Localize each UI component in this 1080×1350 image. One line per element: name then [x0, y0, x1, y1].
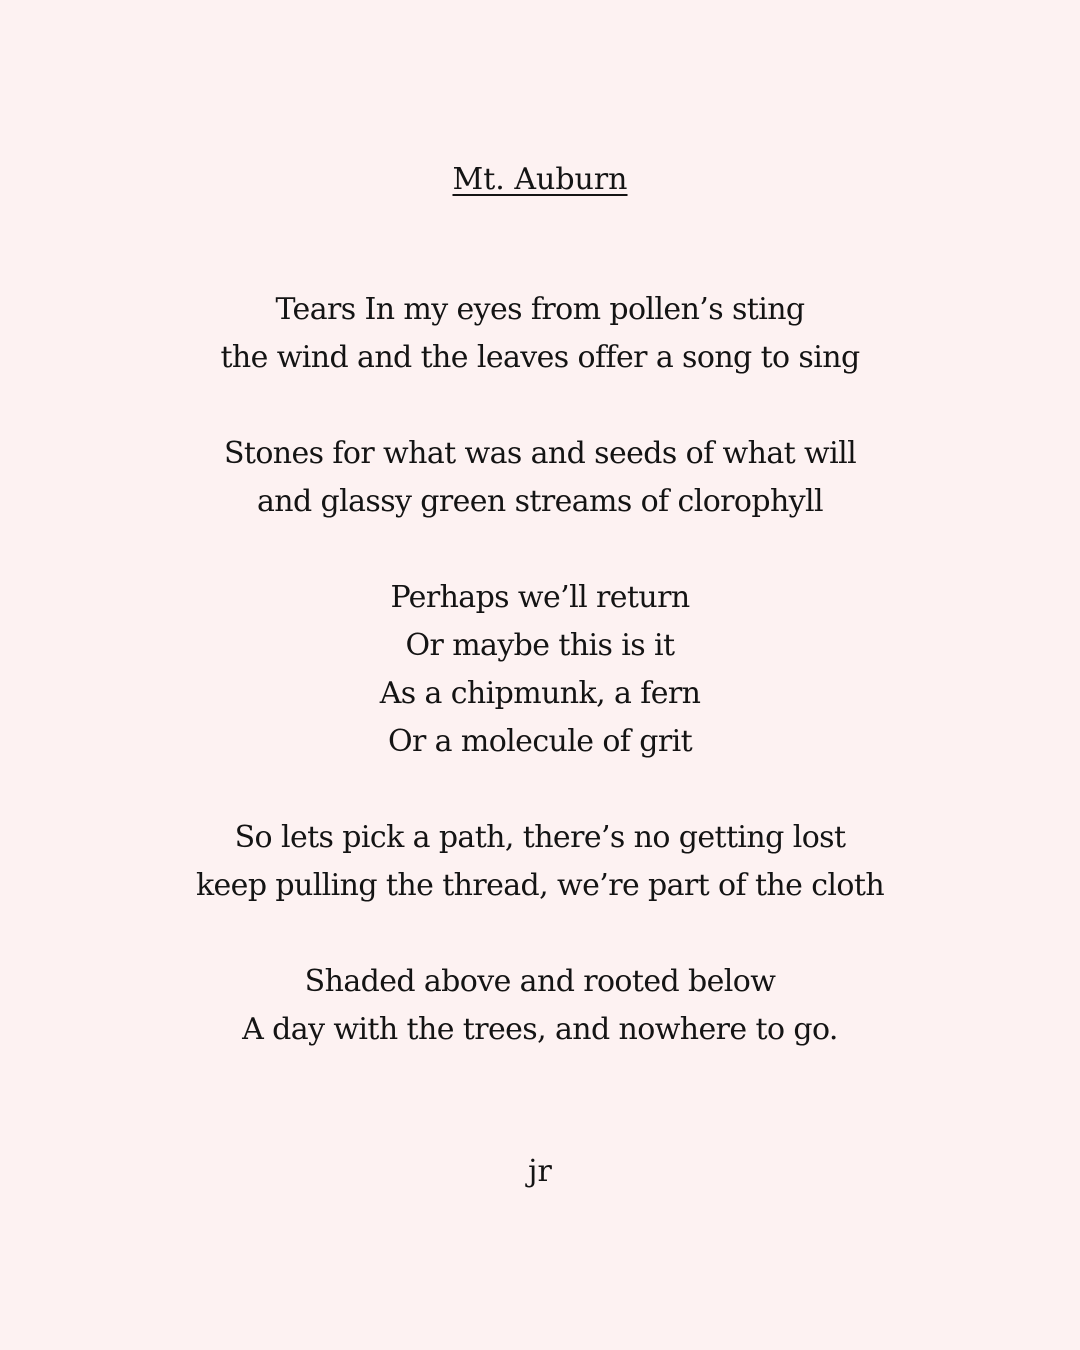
- poem-line: and glassy green streams of clorophyll: [256, 484, 824, 519]
- author-signature: jr: [528, 1154, 552, 1189]
- poem-line: A day with the trees, and nowhere to go.: [242, 1012, 838, 1047]
- poem-line: Or maybe this is it: [405, 628, 675, 663]
- stanza-3: [0, 574, 1080, 766]
- stanza-5: [0, 958, 1080, 1054]
- poem-title: Mt. Auburn: [452, 162, 628, 197]
- stanza-2: [0, 430, 1080, 526]
- stanza-4: [0, 814, 1080, 910]
- poem-body: [0, 286, 1080, 1102]
- poem-line: Shaded above and rooted below: [304, 964, 776, 999]
- poem-line: Tears In my eyes from pollen’s sting: [275, 292, 805, 327]
- poem-line: Stones for what was and seeds of what will: [223, 436, 857, 471]
- poem-line: Or a molecule of grit: [387, 724, 693, 759]
- poem-line: keep pulling the thread, we’re part of the cloth: [195, 868, 885, 903]
- stanza-1: [0, 286, 1080, 382]
- poem-line: As a chipmunk, a fern: [379, 676, 701, 711]
- poem-line: So lets pick a path, there’s no getting lost: [234, 820, 846, 855]
- poem-line: the wind and the leaves offer a song to sing: [220, 340, 860, 375]
- poem-line: Perhaps we’ll return: [390, 580, 690, 615]
